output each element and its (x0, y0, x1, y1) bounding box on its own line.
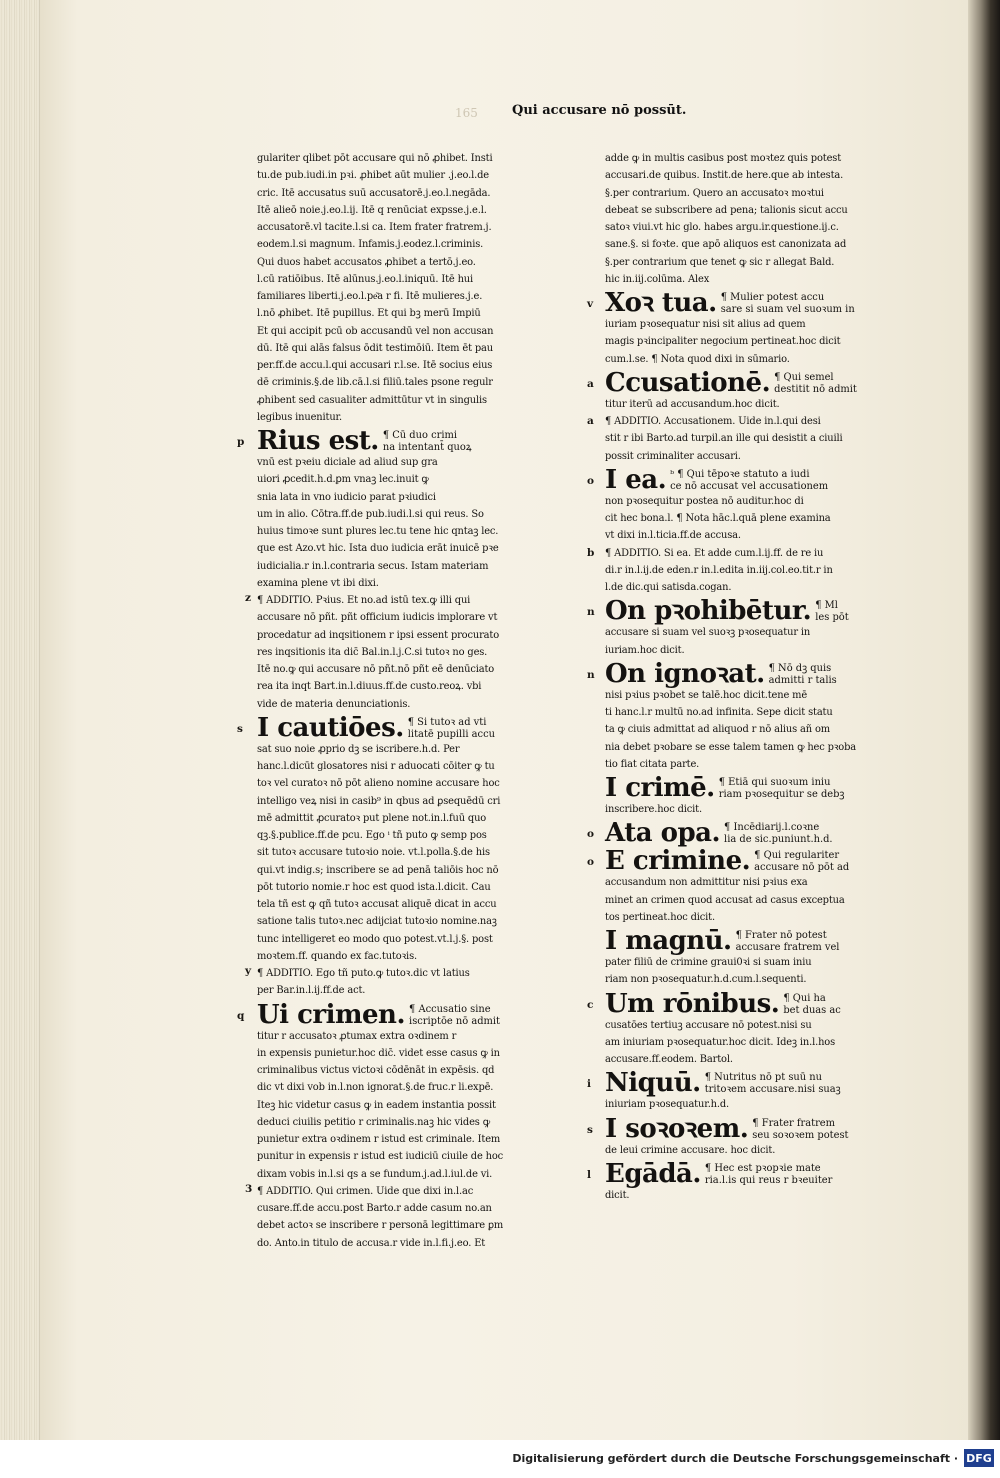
heading-side-line: seu soꝛoꝛem potest (752, 1129, 849, 1141)
text-line: l.nō ꝓhibet. Itē pupillus. Et qui bꝫ merū Impiū (257, 308, 481, 320)
commentary-entry (587, 818, 875, 849)
text-line: gulariter qlibet pōt accusare qui nō ꝓhibet. Insti (257, 153, 493, 164)
funding-notice: Digitalisierung gefördert durch die Deutsche Forschungsgemeinschaft · (512, 1452, 958, 1465)
heading-side-line: ¶ Incēdiarij.l.coꝛne (724, 822, 820, 834)
lemma-heading: Niquū. (605, 1068, 701, 1099)
text-line: mē admittit ꝓcuratoꝛ put plene not.in.l.fuū quo (257, 812, 487, 824)
text-line: vt dixi in.l.ticia.ff.de accusa. (605, 530, 741, 542)
text-line: ¶ ADDITIO. Pꝛius. Et no.ad istū tex.ꝙ illi qui (257, 595, 471, 606)
text-line: qꝫ.§.publice.ff.de pcu. Ego ⁱ tñ puto ꝙ semp pos (257, 830, 487, 841)
heading-side-text (769, 663, 837, 687)
text-line: minet an crimen quod accusat ad casus exceptua (605, 894, 845, 906)
margin-letter: i (587, 1078, 591, 1091)
text-line: ¶ ADDITIO. Si ea. Et adde cum.l.ij.ff. de re iu (605, 547, 824, 559)
text-line: di.r in.l.ij.de eden.r in.l.edita in.iij.col.eo.tit.r in (605, 564, 833, 576)
text-line: dicit. (605, 1189, 630, 1201)
text-line: accusare si suam vel suoꝛꝫ pꝛosequatur in (605, 627, 811, 639)
text-line: satoꝛ viui.vt hic glo. habes argu.ir.questione.ij.c. (605, 222, 839, 233)
commentary-entry (587, 1068, 875, 1113)
entry-heading-row (605, 1159, 875, 1187)
heading-side-line: bet duas ac (783, 1004, 841, 1016)
heading-side-line: ¶ Frater nō potest (735, 930, 827, 941)
text-line: deduci ciuilis petitio r criminalis.naꝫ hic vides ꝙ (257, 1116, 490, 1128)
running-head: Qui accusare nō possūt. (512, 103, 687, 118)
heading-side-line: admitti r talis (768, 674, 837, 686)
margin-letter: n (587, 668, 595, 681)
text-line: que est Azo.vt hic. Ista duo iudicia erāt inuicē pꝛe (257, 543, 499, 555)
entry-heading-row (605, 989, 875, 1017)
text-line: Itē alieō noie.j.eo.l.ij. Itē q renūciat expsse.j.e.l. (257, 204, 487, 216)
text-line: iniuriam pꝛosequatur.h.d. (605, 1099, 730, 1111)
heading-side-line: na intentant̄ quoꝝ (382, 442, 472, 453)
text-line: rea ita inqt Bart.in.l.diuus.ff.de custo.reoꝝ. vbi (257, 681, 482, 693)
lemma-heading: I crimē. (605, 773, 715, 803)
text-line: ꝓhibent sed casualiter admittūtur vt in singulis (257, 394, 487, 406)
lemma-heading: I ea. (605, 464, 667, 495)
text-line: Iteꝫ hic videtur casus ꝙ in eadem instantia possit (257, 1099, 496, 1111)
lemma-heading: On ignoꝛat. (605, 658, 765, 689)
text-line: tos pertineat.hoc dicit. (605, 911, 715, 923)
commentary-entry (605, 926, 875, 989)
heading-side-line: ¶ Cū duo crimi (382, 430, 458, 441)
text-line: dē criminis.§.de lib.cā.l.si filiū.tales psone regulr (257, 377, 493, 389)
text-line: pōt tutorio nomie.r hoc est quod ista.l.dicit. Cau (257, 881, 491, 893)
text-line: accusatorē.vl tacite.l.si ca. Item frater fratrem.j. (257, 222, 492, 233)
entry-heading-row (605, 818, 875, 849)
heading-side-text (754, 850, 849, 874)
entry-heading-row (605, 465, 875, 493)
lemma-heading: Ccusationē. (605, 367, 771, 398)
text-line: §.per contrarium. Quero an accusatoꝛ moꝛtui (605, 187, 824, 199)
lemma-heading: Rius est. (257, 426, 379, 456)
lemma-heading: I cautiōes. (257, 712, 404, 743)
lemma-heading: Um rōnibus. (605, 988, 780, 1019)
text-line: huius timoꝛe sunt plures lec.tu tene hic qntaꝫ lec. (257, 526, 499, 537)
text-line: titur r accusatoꝛ ꝓtumax extra oꝛdinem r (257, 1030, 457, 1042)
text-line: ti hanc.l.r multū no.ad infinita. Sepe dicit statu (605, 707, 833, 718)
text-line: debet actoꝛ se inscribere r personā legittimare ꝑm (257, 1220, 504, 1232)
addition-block (245, 592, 519, 713)
heading-side-text (774, 372, 857, 396)
text-line: in expensis punietur.hoc dic̄. videt esse casus ꝙ in (257, 1047, 500, 1059)
text-line: stit r ibi Barto.ad turpil.an ille qui desistit a ciuili (605, 433, 843, 445)
lemma-heading: I magnū. (605, 926, 732, 956)
heading-side-text (752, 1118, 848, 1142)
text-line: accusari.de quibus. Instit.de here.que ab intesta. (605, 170, 844, 182)
commentary-entry (587, 988, 875, 1069)
text-line: examina plene vt ibi dixi. (257, 577, 379, 589)
text-line: do. Anto.in titulo de accusa.r vide in.l.fi.j.eo. Et (257, 1237, 486, 1249)
margin-letter: b (587, 546, 595, 559)
text-line: titur iterū ad accusandum.hoc dicit. (605, 398, 780, 410)
heading-side-line: ¶ Qui semel (774, 371, 834, 383)
text-line: riam non pꝛosequatur.h.d.cum.l.sequenti. (605, 974, 807, 986)
text-line: tio fiat citata parte. (605, 758, 700, 770)
margin-letter: q (237, 1009, 245, 1022)
heading-side-line: ¶ Etiā qui suoꝛum iniu (718, 777, 831, 788)
text-line: Qui duos habet accusatos ꝓhibet a tertō.j.eo. (257, 256, 476, 268)
heading-side-text (705, 1072, 841, 1096)
commentary-entry (587, 658, 875, 773)
commentary-entry (587, 545, 875, 597)
text-line: tu.de pub.iudi.in pꝛi. ꝓhibet aūt mulier .j.eo.l.de (257, 170, 489, 182)
book-spine-shadow (968, 0, 1000, 1440)
text-line: cric. Itē accusatus suū accusatorē.j.eo.l.negāda. (257, 187, 491, 199)
margin-letter: v (587, 298, 594, 310)
heading-side-text (383, 430, 472, 454)
margin-letter: o (587, 856, 595, 869)
margin-letter: a (587, 377, 594, 390)
addition-block (245, 965, 519, 1000)
heading-side-text (783, 993, 840, 1017)
heading-side-line: ¶ Nō dꝫ quis (768, 662, 832, 674)
text-line: ta ꝙ ciuis admittat ad aliquod r nō alius añ om (605, 724, 830, 736)
text-line: criminalibus victus victoꝛi cōdēnāt in expēsis. qd (257, 1065, 495, 1076)
margin-letter: l (587, 1168, 591, 1181)
text-line: pater filiū de crimine graui0ꝛi si suam iniu (605, 957, 812, 968)
text-line: uiori ꝓcedit.h.d.ꝑm vnaꝫ lec.inuit ꝙ (257, 474, 429, 486)
text-line: sit tutoꝛ accusare tutoꝛio noie. vt.l.polla.§.de his (257, 847, 490, 859)
commentary-entry (587, 288, 875, 368)
text-line: dū. Itē qui alās falsus ōdit testimōiū. Item ēt pau (257, 342, 493, 354)
margin-letter: 3 (245, 1182, 253, 1195)
commentary-entry (587, 367, 875, 413)
commentary-entry (587, 1113, 875, 1159)
left-text-column (237, 150, 519, 1252)
margin-letter: s (587, 1123, 593, 1136)
heading-side-text (719, 777, 845, 801)
text-line: per Bar.in.l.ij.ff.de act. (257, 985, 366, 997)
entry-heading-row (605, 1068, 875, 1099)
text-line: hanc.l.dicūt glosatores nisi r aduocati cōiter ꝙ tu (257, 761, 495, 772)
heading-side-line: lia de sic.puniunt.h.d. (724, 834, 833, 846)
entry-heading-row (605, 368, 875, 396)
heading-side-line: iscriptōe nō admit (409, 1015, 501, 1027)
heading-side-text (409, 1004, 500, 1028)
text-line: intelligo veꝝ nisi in casib⁹ in qbus ad ꝑsequēdū cri (257, 795, 501, 807)
heading-side-text (815, 600, 848, 624)
commentary-entry (237, 426, 519, 592)
text-line: moꝛtem.ff. quando ex fac.tutoꝛis. (257, 950, 417, 962)
entry-heading-row (257, 713, 519, 741)
heading-side-line: ¶ Ml (815, 600, 838, 612)
margin-letter: s (237, 722, 243, 735)
margin-letter: n (587, 606, 595, 619)
heading-side-line: accusare nō pōt ad (754, 862, 850, 874)
lemma-heading: On pꝛohibētur. (605, 596, 812, 627)
lemma-heading: Xoꝛ tua. (605, 288, 717, 318)
text-line: procedatur ad inqsitionem r ipsi essent procurato (257, 629, 499, 641)
commentary-entry (587, 596, 875, 659)
text-line: dic vt dixi vob in.l.non ignorat.§.de fruc.r li.expē. (257, 1082, 494, 1094)
text-line: punietur extra oꝛdinem r istud est criminale. Item (257, 1134, 501, 1145)
text-line: l.cū ratiōibus. Itē alūnus.j.eo.l.iniquū. Itē hui (257, 273, 474, 285)
text-line: non pꝛosequitur postea nō auditur.hoc di (605, 495, 804, 507)
heading-side-line: riam pꝛosequitur se debꝫ (718, 789, 845, 800)
margin-letter: z (245, 592, 251, 604)
text-line: legibus inuenitur. (257, 411, 343, 423)
heading-side-line: accusare fratrem vel (735, 942, 840, 953)
text-line: nisi pꝛius pꝛobet se talē.hoc dicit.tene mē (605, 689, 808, 701)
text-line: §.per contrarium que tenet ꝙ sic r allegat Bald. (605, 256, 835, 268)
text-line: magis pꝛincipaliter negocium pertineat.hoc dicit (605, 336, 841, 348)
text-line: Itē no.ꝙ qui accusare nō pñt.nō pñt eē denūciato (257, 664, 495, 675)
text-line: cum.l.se. ¶ Nota quod dixi in sūmario. (605, 353, 790, 365)
heading-side-line: ¶ Frater fratrem (752, 1117, 836, 1129)
heading-side-line: ¶ Qui ha (783, 992, 826, 1004)
text-line: am iniuriam pꝛosequatur.hoc dicit. Ideꝫ in.l.hos (605, 1036, 835, 1048)
lemma-heading: Ata opa. (605, 818, 721, 849)
text-line: sat suo noie ꝓprio dꝫ se iscribere.h.d. Per (257, 743, 460, 755)
heading-side-line: tritoꝛem accusare.nisi suaꝫ (704, 1084, 841, 1096)
commentary-entry (587, 413, 875, 465)
entry-heading-row (257, 426, 519, 454)
text-line: iudicialia.r in.l.contraria secus. Istam materiam (257, 560, 489, 572)
text-line: vide de materia denunciationis. (257, 698, 411, 710)
text-line: toꝛ vel curatoꝛ nō pōt alieno nomine accusare hoc (257, 778, 500, 790)
text-line: cit hec bona.l. ¶ Nota hāc.l.quā plene examina (605, 513, 831, 524)
margin-letter: c (587, 998, 594, 1011)
text-line: de leui crimine accusare. hoc dicit. (605, 1144, 776, 1156)
text-line: vnū est pꝛeiu diciale ad aliud sup gra (257, 457, 438, 468)
heading-side-text (670, 469, 828, 493)
heading-side-line: ᵇ ¶ Qui tēpoꝛe statuto a iudi (670, 468, 810, 480)
text-line: debeat se subscribere ad pena; talionis sicut accu (605, 204, 848, 216)
text-line: hic in.iij.colūma. Alex (605, 273, 710, 285)
text-line: l.de dic.qui satisda.cogan. (605, 582, 732, 593)
text-line: inscribere.hoc dicit. (605, 804, 702, 815)
lemma-heading: I soꝛoꝛem. (605, 1113, 749, 1144)
text-line: res inqsitionis ita dic̄ Bal.in.l.j.C.si tutoꝛ no ges. (257, 646, 488, 658)
commentary-entry (587, 464, 875, 545)
text-line: cusatōes tertiuꝫ accusare nō potest.nisi su (605, 1019, 812, 1031)
text-line: familiares liberti.j.eo.l.pe͂a r fi. Itē mulieres.j.e. (257, 291, 483, 302)
text-line: accusare.ff.eodem. Bartol. (605, 1054, 733, 1065)
text-line: ¶ ADDITIO. Qui crimen. Uide que dixi in.l.ac (257, 1185, 474, 1197)
heading-side-text (724, 822, 833, 846)
entry-heading-row (605, 926, 875, 954)
heading-side-line: ¶ Nutritus nō pt suū nu (704, 1072, 823, 1084)
text-line: ¶ ADDITIO. Ego tñ puto.ꝙ tutoꝛ.dic vt latius (257, 968, 470, 979)
lemma-heading: Ui crimen. (257, 999, 406, 1030)
commentary-entry (237, 999, 519, 1183)
margin-letter: a (587, 415, 594, 427)
right-text-column (587, 150, 875, 1204)
heading-side-text (721, 292, 855, 316)
entry-heading-row (605, 1114, 875, 1142)
text-line: tunc intelligeret eo modo quo potest.vt.l.j.§. post (257, 933, 493, 945)
text-line: ¶ ADDITIO. Accusationem. Uide in.l.qui desi (605, 416, 821, 427)
text-line: Et qui accipit pcū ob accusandū vel non accusan (257, 325, 494, 337)
book-page-edges (0, 0, 44, 1440)
heading-side-line: ¶ Mulier potest accu (720, 292, 825, 303)
text-line: per.ff.de accu.l.qui accusari r.l.se. Itē socius eius (257, 360, 493, 371)
text-line: dixam vobis in.l.si qs a se fundum.j.ad.l.iul.de vi. (257, 1168, 493, 1180)
margin-letter: p (237, 436, 245, 448)
text-line: satione talis tutoꝛ.nec adijciat tutoꝛio nomine.naꝫ (257, 916, 497, 928)
heading-side-line: ¶ Qui regulariter (754, 850, 840, 862)
lemma-heading: Egādā. (605, 1158, 701, 1189)
entry-heading-row (605, 288, 875, 316)
heading-side-line: ria.l.is qui reus r bꝛeuiter (704, 1174, 833, 1186)
text-line: um in alio. Cōtra.ff.de pub.iudi.l.si qui reus. So (257, 508, 484, 520)
text-line: accusandum non admittitur nisi pꝛius exa (605, 877, 808, 889)
dfg-logo: DFG (964, 1449, 994, 1467)
text-line: tela tñ est ꝙ qñ tutoꝛ accusat aliquē dicat in accu (257, 899, 497, 910)
heading-side-text (705, 1163, 832, 1187)
heading-side-line: ce nō accusat vel accusationem (670, 480, 829, 492)
addition-block (245, 1182, 519, 1252)
text-line: sane.§. si foꝛte. que apō aliquos est canonizata ad (605, 239, 847, 251)
entry-heading-row (605, 596, 875, 627)
entry-heading-row (257, 1000, 519, 1028)
text-line: cusare.ff.de accu.post Barto.r adde casum no.an (257, 1203, 492, 1214)
text-line: nia debet pꝛobare se esse talem tamen ꝙ hec pꝛoba (605, 741, 857, 753)
text-line: eodem.l.si magnum. Infamis.j.eodez.l.criminis. (257, 239, 484, 251)
text-line: snia lata in vno iudicio parat pꝛiudici (257, 491, 436, 503)
commentary-entry (587, 846, 875, 926)
entry-heading-row (605, 659, 875, 687)
heading-side-text (408, 717, 495, 741)
heading-side-line: les pōt (815, 612, 849, 624)
commentary-entry (605, 773, 875, 818)
entry-heading-row (605, 846, 875, 877)
text-line: punitur in expensis r istud est iudiciū ciuile de hoc (257, 1151, 504, 1163)
commentary-entry (237, 712, 519, 965)
text-line: iuriam pꝛosequatur nisi sit alius ad quem (605, 319, 806, 330)
heading-side-line: sare si suam vel suoꝛum in (720, 304, 855, 315)
heading-side-line: destitit nō admit (774, 383, 857, 395)
text-line: accusare nō pñt. pñt officium iudicis implorare vt (257, 612, 498, 624)
margin-letter: o (587, 474, 595, 487)
text-line: qui.vt indig.s; inscribere se ad penā taliōis hoc nō (257, 864, 499, 876)
text-line: possit criminaliter accusari. (605, 450, 741, 462)
heading-side-line: ¶ Hec est pꝛopꝛie mate (704, 1162, 821, 1174)
heading-side-line: ¶ Accusatio sine (409, 1003, 491, 1015)
heading-side-text (736, 930, 840, 954)
heading-side-line: ¶ Si tutoꝛ ad vti (407, 716, 487, 728)
ghost-folio-number: 165 (455, 106, 478, 120)
lemma-heading: E crimine. (605, 846, 751, 877)
commentary-entry (587, 1158, 875, 1204)
heading-side-line: litatē pupilli accu (407, 728, 495, 740)
entry-heading-row (605, 773, 875, 801)
text-line: iuriam.hoc dicit. (605, 644, 685, 656)
text-line: adde ꝙ in multis casibus post moꝛtez quis potest (605, 153, 842, 164)
margin-letter: o (587, 828, 595, 841)
margin-letter: y (245, 965, 252, 977)
